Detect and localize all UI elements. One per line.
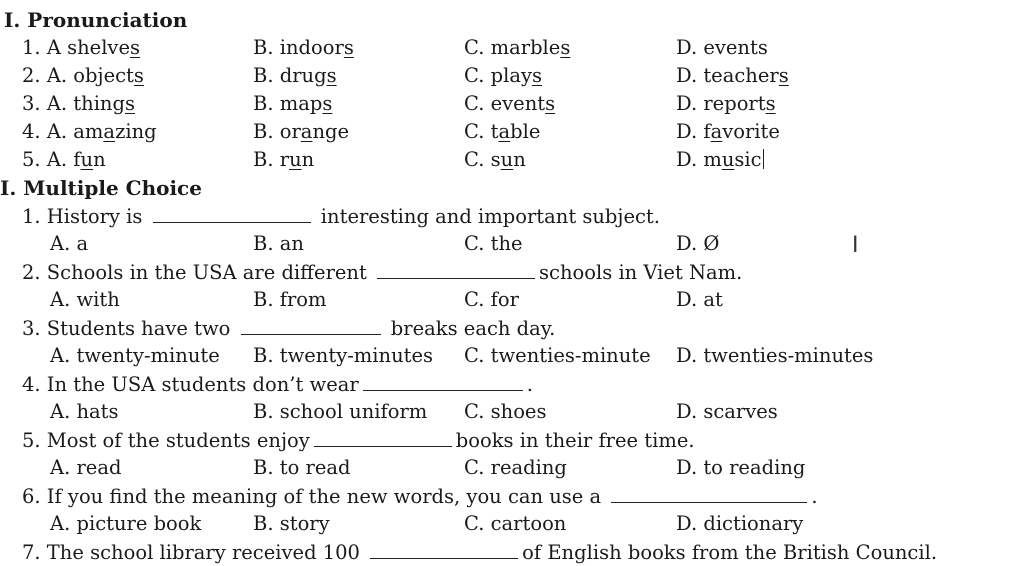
option-b: B. from: [253, 288, 327, 311]
mc-question-7: [0, 539, 1024, 565]
pron-option-b: B. maps: [253, 92, 333, 115]
question-text: 6. If you find the meaning of the new words, you can use a .: [22, 485, 818, 508]
mc-options-3: [0, 343, 1024, 369]
text-caret: [763, 149, 764, 169]
answer-blank[interactable]: [314, 427, 452, 447]
option-d: D. scarves: [676, 400, 778, 423]
ibeam-cursor-icon: I: [852, 233, 859, 258]
option-d: D. twenties-minutes: [676, 344, 874, 367]
question-text: 4. In the USA students don’t wear .: [22, 373, 533, 396]
pron-option-d: D. favorite: [676, 120, 780, 143]
option-d: D. dictionary: [676, 512, 804, 535]
option-d: D. Ø: [676, 232, 720, 255]
option-c: C. reading: [464, 456, 567, 479]
pron-option-d: D. teachers: [676, 64, 789, 87]
option-d: D. at: [676, 288, 723, 311]
option-d: D. to reading: [676, 456, 806, 479]
mc-question-4: [0, 371, 1024, 397]
cropped-heading-remnant: [0, 0, 120, 2]
mc-question-5: [0, 427, 1024, 453]
pron-option-a: 5. A. fun: [22, 148, 106, 171]
pron-option-b: B. drugs: [253, 64, 337, 87]
option-c: C. shoes: [464, 400, 547, 423]
answer-blank[interactable]: [370, 539, 518, 559]
pron-option-c: C. events: [464, 92, 556, 115]
option-c: C. cartoon: [464, 512, 567, 535]
question-text: 5. Most of the students enjoy books in their free time.: [22, 429, 695, 452]
answer-blank[interactable]: [377, 259, 535, 279]
mc-options-2: [0, 287, 1024, 313]
option-a: A. read: [50, 456, 122, 479]
pron-option-a: 3. A. things: [22, 92, 135, 115]
multiple-choice-heading: I. Multiple Choice: [0, 176, 202, 200]
answer-blank[interactable]: [363, 371, 523, 391]
option-b: B. to read: [253, 456, 351, 479]
pron-option-d: D. events: [676, 36, 768, 59]
option-c: C. for: [464, 288, 519, 311]
option-a: A. hats: [50, 400, 119, 423]
pron-row-3: [0, 91, 1024, 117]
option-a: A. a: [50, 232, 89, 255]
option-b: B. twenty-minutes: [253, 344, 434, 367]
pron-option-a: 2. A. objects: [22, 64, 144, 87]
question-text: 7. The school library received 100 of English books from the British Council.: [22, 541, 938, 564]
pron-option-b: B. orange: [253, 120, 350, 143]
mc-options-5: [0, 455, 1024, 481]
option-a: A. with: [50, 288, 120, 311]
question-text: 2. Schools in the USA are different schools in Viet Nam.: [22, 261, 743, 284]
mc-question-1: [0, 203, 1024, 229]
mc-question-2: [0, 259, 1024, 285]
option-c: C. twenties-minute: [464, 344, 651, 367]
pron-option-d: D. reports: [676, 92, 776, 115]
pron-row-5: [0, 147, 1024, 173]
mc-options-1: [0, 231, 1024, 257]
mc-options-4: [0, 399, 1024, 425]
option-b: B. an: [253, 232, 304, 255]
answer-blank[interactable]: [153, 203, 311, 223]
pronunciation-heading: I. Pronunciation: [4, 8, 188, 32]
answer-blank[interactable]: [241, 315, 381, 335]
pron-option-c: C. marbles: [464, 36, 571, 59]
pron-option-a: 4. A. amazing: [22, 120, 157, 143]
option-a: A. picture book: [50, 512, 202, 535]
answer-blank[interactable]: [611, 483, 807, 503]
option-b: B. story: [253, 512, 330, 535]
pron-row-2: [0, 63, 1024, 89]
pron-option-c: C. table: [464, 120, 541, 143]
pron-option-d: D. music: [676, 148, 762, 171]
question-text: 3. Students have two breaks each day.: [22, 317, 556, 340]
pron-option-c: C. sun: [464, 148, 526, 171]
pron-option-b: B. run: [253, 148, 315, 171]
mc-question-6: [0, 483, 1024, 509]
question-text: 1. History is interesting and important subject.: [22, 205, 660, 228]
pron-option-a: 1. A shelves: [22, 36, 141, 59]
mc-question-3: [0, 315, 1024, 341]
option-c: C. the: [464, 232, 523, 255]
pron-option-b: B. indoors: [253, 36, 354, 59]
option-a: A. twenty-minute: [50, 344, 220, 367]
pron-row-1: [0, 35, 1024, 61]
pron-row-4: [0, 119, 1024, 145]
pron-option-c: C. plays: [464, 64, 543, 87]
option-b: B. school uniform: [253, 400, 428, 423]
mc-options-6: [0, 511, 1024, 537]
